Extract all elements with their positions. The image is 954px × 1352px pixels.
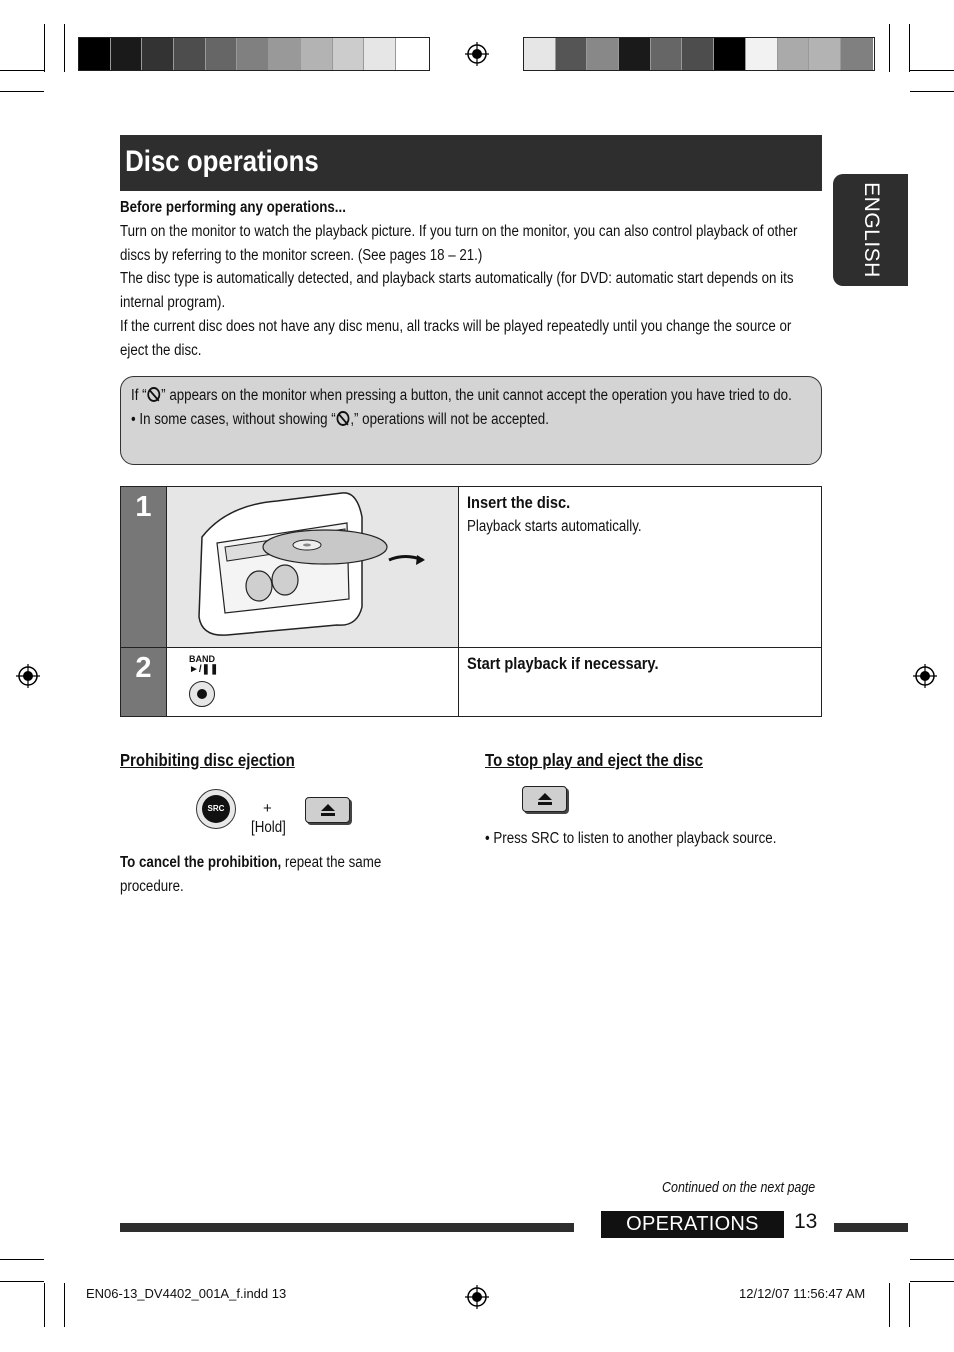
cancel-instruction-line2: procedure. [120,878,184,895]
registration-mark-icon [465,42,489,66]
note-line [131,384,809,408]
stop-bullet: • Press SRC to listen to another playback source. [485,830,777,847]
play-pause-button[interactable] [189,681,215,707]
color-swatch [206,38,238,70]
stop-heading: To stop play and eject the disc [485,750,703,770]
slug-date: 12/12/07 11:56:47 AM [739,1286,866,1301]
page-title: Disc operations [125,145,319,178]
crop-mark [889,24,890,72]
step-illustration [166,648,459,716]
continued-note: Continued on the next page [662,1180,816,1196]
section-label: OPERATIONS [601,1211,784,1238]
step-illustration [166,487,459,647]
intro-paragraph: The disc type is automatically detected, and playback starts automatically (for DVD: automatic start depends on its internal program). [120,270,794,312]
prohibited-icon [337,411,350,426]
language-tab-label: ENGLISH [859,182,883,278]
steps-table [120,486,822,717]
color-swatch [79,38,111,70]
registration-mark-icon [465,1285,489,1309]
color-bar-right [523,37,875,71]
page-number: 13 [794,1210,818,1233]
page-title-bar [120,135,822,191]
prohibited-icon [147,387,160,402]
step-number: 1 [121,487,166,647]
crop-mark [910,70,954,71]
crop-mark [909,24,910,72]
prohibit-heading: Prohibiting disc ejection [120,750,295,770]
eject-icon [537,792,553,806]
note-bullet [131,408,809,432]
step-row [121,648,821,716]
step-row [121,487,821,648]
color-swatch [556,38,588,70]
color-swatch [651,38,683,70]
note-text: ” appears on the monitor when pressing a button, the unit cannot accept the operation you have tried to do. [161,387,792,404]
step-heading: Start playback if necessary. [467,654,659,673]
eject-button[interactable] [305,797,350,823]
color-swatch [809,38,841,70]
color-swatch [746,38,778,70]
footer-bar-left [120,1223,574,1232]
slug-file: EN06-13_DV4402_001A_f.indd 13 [86,1286,287,1301]
plus-sign: + [263,800,272,817]
cancel-instruction [120,851,381,875]
eject-button[interactable] [522,786,567,812]
step-text [467,487,821,539]
color-swatch [237,38,269,70]
eject-icon [320,803,336,817]
intro-paragraph: If the current disc does not have any disc menu, all tracks will be played repeatedly until you change the source or eject the disc. [120,317,792,359]
intro-paragraph: Turn on the monitor to watch the playback picture. If you turn on the monitor, you can also control playback of other discs by referring to the monitor screen. (See pages 18 – 21.) [120,222,798,264]
color-swatch [364,38,396,70]
intro-lead: Before performing any operations... [120,199,346,216]
crop-mark [44,1283,45,1327]
intro-section [120,196,822,363]
color-swatch [333,38,365,70]
crop-mark [910,1281,954,1282]
color-swatch [111,38,143,70]
color-swatch [682,38,714,70]
crop-mark [889,1283,890,1327]
color-bar-left [78,37,430,71]
color-swatch [174,38,206,70]
crop-mark [909,1283,910,1327]
disc-insert-illustration [167,487,460,648]
color-swatch [301,38,333,70]
button-dot-icon [197,689,207,699]
crop-mark [0,70,44,71]
note-text: ,” operations will not be accepted. [350,411,549,428]
crop-mark [64,1283,65,1327]
footer-bar-right [834,1223,908,1232]
color-swatch [778,38,810,70]
color-swatch [714,38,746,70]
color-swatch [587,38,619,70]
crop-mark [0,1281,44,1282]
note-text: If “ [131,387,147,404]
hold-label: [Hold] [251,819,286,836]
cancel-rest: repeat the same [281,854,382,871]
note-text: • In some cases, without showing “ [131,411,336,428]
crop-mark [910,1259,954,1260]
crop-mark [910,91,954,92]
src-button-label: SRC [202,795,230,823]
note-box [120,376,822,465]
band-button-label: BAND [189,654,215,664]
color-swatch [841,38,873,70]
language-tab [833,174,908,286]
color-swatch [396,38,428,70]
step-detail: Playback starts automatically. [467,518,642,535]
registration-mark-icon [16,664,40,688]
step-text [467,648,821,676]
registration-mark-icon [913,664,937,688]
play-pause-label: ►/❚❚ [189,664,219,675]
src-button[interactable] [196,789,236,829]
color-swatch [619,38,651,70]
color-swatch [524,38,556,70]
crop-mark [0,91,44,92]
crop-mark [44,24,45,72]
cancel-bold: To cancel the prohibition, [120,854,282,871]
crop-mark [64,24,65,72]
crop-mark [0,1259,44,1260]
step-heading: Insert the disc. [467,493,571,512]
color-swatch [269,38,301,70]
color-swatch [142,38,174,70]
step-number: 2 [121,648,166,716]
